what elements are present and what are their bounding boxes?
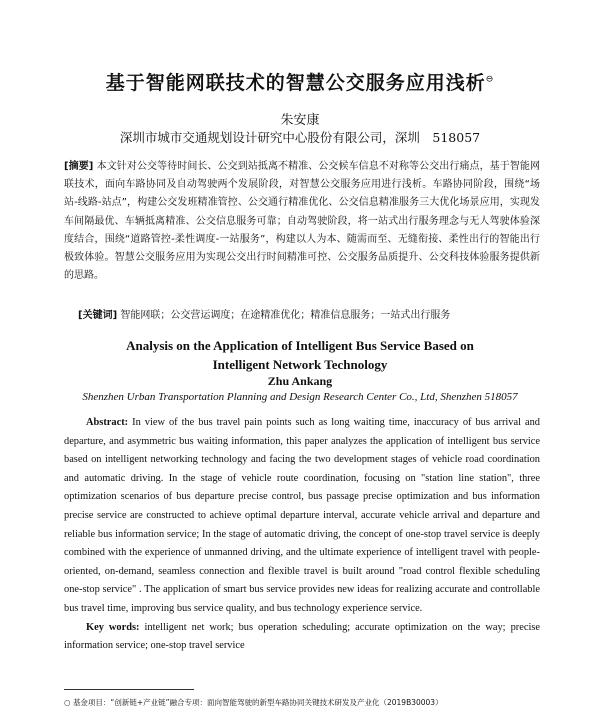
footnote-divider xyxy=(64,689,194,690)
author-en: Zhu Ankang xyxy=(267,374,333,388)
abstract-cn-label: [摘要] xyxy=(64,161,94,172)
abstract-en-paragraph xyxy=(64,414,540,619)
footnote xyxy=(64,697,564,708)
affiliation-cn: 深圳市城市交通规划设计研究中心股份有限公司，深圳 518057 xyxy=(119,130,481,145)
abstract-en-text: In view of the bus travel pain points such as long waiting time, inaccuracy of bus arrival and departure, and asymmetric bus waiting information, this paper analyzes the application of intelligent bus service based on intelligent networking technology and facing the two development stages of vehicle road coordination and automatic driving. In the stage of vehicle route coordination, focusing on "station line station", three optimization scenarios of bus departure precise control, bus passage precise optimization and bus information precise service are constructed to achieve optimal departure interval, accurate vehicle arrival and departure and reliable bus information service; In the stage of automatic driving, the concept of one-stop travel service is deeply combined with the experience of unmanned driving, and the ultimate experience of intelligent travel with people-oriented, on-demand, seamless connection and flexible travel is built around "road control flexible scheduling one-stop service" . The application of smart bus service provides new ideas for realizing accurate and controllable bus travel time, improving bus service quality, and bus technology experience service. xyxy=(64,417,540,614)
keywords-cn-text: 智能网联；公交营运调度；在途精准优化；精准信息服务；一站式出行服务 xyxy=(120,310,451,321)
keywords-cn-label: [关键词] xyxy=(78,310,118,321)
title-footnote-mark: ⊖ xyxy=(485,74,495,85)
title-cn-text: 基于智能网联技术的智慧公交服务应用浅析 xyxy=(105,72,486,94)
affiliation-en: Shenzhen Urban Transportation Planning and Design Research Center Co., Ltd, Shenzhen 518057 xyxy=(82,391,518,403)
keywords-en xyxy=(64,619,540,656)
title-en-line1: Analysis on the Application of Intelligent Bus Service Based on xyxy=(126,338,474,353)
keywords-cn xyxy=(78,306,548,321)
footnote-text: 基金项目：“创新链+产业链”融合专项：面向智能驾驶的新型车路协同关键技术研发及产业化（2019B30003） xyxy=(72,698,443,707)
paper-title-cn xyxy=(0,68,600,95)
author-cn: 朱安康 xyxy=(280,113,320,128)
abstract-en xyxy=(64,414,540,656)
footnote-mark: ○ xyxy=(64,698,71,707)
keywords-en-text: intelligent net work; bus operation scheduling; accurate optimization on the way; precise information service; one-stop travel service xyxy=(64,621,540,652)
paper-title-en xyxy=(0,336,600,374)
abstract-cn-text: 本文针对公交等待时间长、公交到站抵离不精准、公交候车信息不对称等公交出行痛点，基于智能网联技术，面向车路协同及自动驾驶两个发展阶段，对智慧公交服务应用进行浅析。车路协同阶段，围绕“场站-线路-站点”，构建公交发班精准管控、公交通行精准优化、公交信息精准服务三大优化场景应用，实现发车间隔最优、车辆抵离精准、公交信息服务可靠；自动驾驶阶段，将一站式出行服务理念与无人驾驶体验深度结合，围绕“道路管控-柔性调度-一站服务”，构建以人为本、随需而至、无缝衔接、柔性出行的智能出行极致体验。智慧公交服务应用为实现公交出行时间精准可控、公交服务品质提升、公交科技体验服务提供新的思路。 xyxy=(64,161,540,282)
abstract-cn xyxy=(64,158,540,285)
keywords-en-label: Key words: xyxy=(86,621,140,633)
abstract-en-label: Abstract: xyxy=(86,417,129,428)
title-en-line2: Intelligent Network Technology xyxy=(212,357,388,372)
